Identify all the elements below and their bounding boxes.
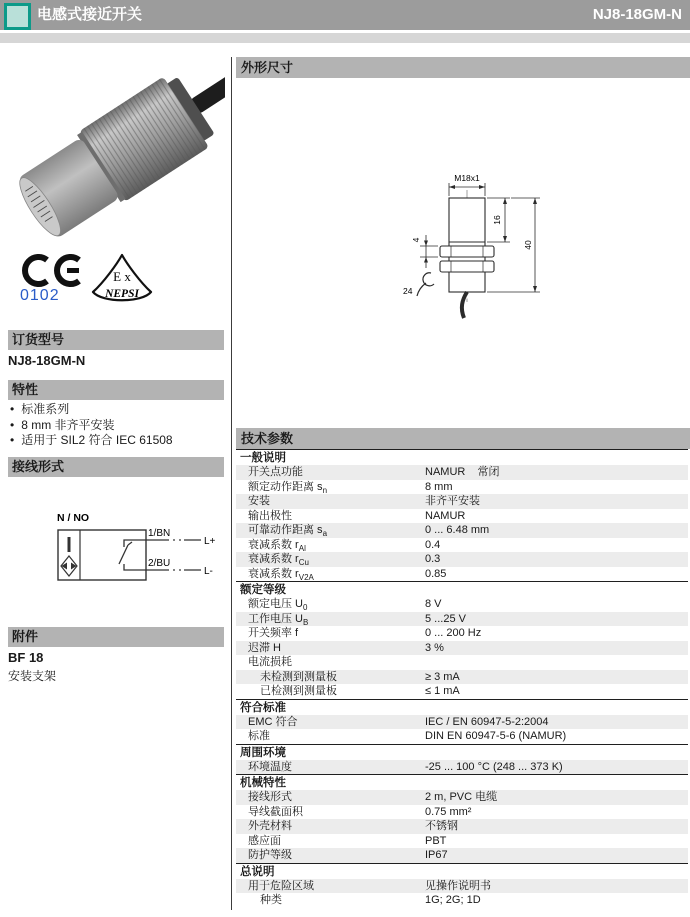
tech-row-value: PBT (425, 834, 447, 847)
tech-row (236, 465, 688, 480)
dim-4-label: 4 (411, 237, 421, 243)
drawing-cable (462, 292, 467, 318)
tech-row (236, 509, 688, 524)
tech-subsection-header: 总说明 (236, 863, 688, 879)
tech-row-label: 感应面 (248, 834, 281, 847)
tech-row-label: 环境温度 (248, 760, 292, 773)
tech-row (236, 597, 688, 612)
tech-row (236, 655, 688, 670)
tech-row-value: ≤ 1 mA (425, 685, 460, 697)
nepsi-name-text: NEPSI (105, 288, 139, 300)
tech-row-label: 开关频率 f (248, 627, 299, 639)
tech-row (236, 684, 688, 699)
wire-top-label: 1/BN (148, 528, 171, 539)
tech-row-label: 衰减系数 $r_{Al}$ (248, 538, 306, 553)
page-header-bar (0, 0, 690, 30)
tech-row (236, 523, 688, 538)
tech-row (236, 626, 688, 641)
tech-row-value: 1G; 2G; 1D (425, 894, 481, 906)
tech-row-label: 外壳材料 (248, 820, 292, 832)
tech-row-label: 额定电压 $U_0$ (248, 598, 308, 613)
accessory-model: BF 18 (8, 650, 44, 665)
tech-row-value: ≥ 3 mA (425, 670, 460, 683)
tech-row-value: 8 V (425, 598, 442, 610)
terminal-minus-label: L- (204, 566, 213, 577)
tech-row-label: 导线截面积 (248, 805, 303, 818)
tech-row-value: 0.3 (425, 553, 441, 565)
ce-mark-icon (20, 254, 86, 288)
column-divider (231, 57, 232, 910)
dim-24-label: 24 (403, 286, 413, 296)
section-header-order-code: 订货型号 (8, 330, 224, 350)
tech-row-value: 5 ...25 V (425, 612, 466, 625)
tech-row-value: 8 mm (425, 480, 453, 493)
tech-row (236, 729, 688, 744)
header-substrip (0, 33, 690, 43)
tech-row (236, 760, 688, 775)
tech-row (236, 612, 688, 627)
tech-row-label: 用于危险区域 (248, 879, 314, 892)
section-header-accessories: 附件 (8, 627, 224, 647)
dimension-drawing (393, 170, 563, 328)
tech-table (236, 449, 688, 908)
section-header-technical-data: 技术参数 (236, 428, 690, 449)
tech-row (236, 715, 688, 730)
inductive-symbol-diamond (61, 556, 77, 576)
tech-row-value: 非齐平安装 (425, 495, 480, 507)
accessory-description: 安装支架 (8, 669, 57, 683)
tech-row-value: 3 % (425, 641, 444, 654)
tech-row-label: 未检测到测量板 (260, 670, 337, 683)
tech-row-label: 标准 (248, 730, 270, 742)
tech-row (236, 834, 688, 849)
tech-row-value: -25 ... 100 °C (248 ... 373 K) (425, 760, 563, 773)
terminal-plus-label: L+ (204, 536, 216, 547)
tech-row-label: 电流损耗 (248, 656, 292, 668)
dim-40-label: 40 (523, 240, 533, 250)
tech-row-value: IEC / EN 60947-5-2:2004 (425, 715, 549, 728)
tech-row (236, 805, 688, 820)
ce-notified-body-number: 0102 (20, 287, 60, 304)
tech-row-value: 0 ... 6.48 mm (425, 524, 490, 536)
tech-row-value: NAMUR (425, 509, 466, 522)
feature-item: • 8 mm 非齐平安装 (10, 418, 224, 434)
dim-16-label: 16 (492, 215, 502, 225)
tech-row-label: 输出极性 (248, 509, 292, 522)
order-code-value: NJ8-18GM-N (8, 353, 86, 368)
tech-row-value: 0.85 (425, 567, 447, 580)
tech-row (236, 893, 688, 908)
tech-row-label: 防护等级 (248, 849, 292, 861)
product-photo (10, 62, 225, 252)
tech-row (236, 538, 688, 553)
tech-row (236, 480, 688, 495)
tech-row-label: 可靠动作距离 $s_a$ (248, 524, 328, 539)
tech-row (236, 494, 688, 509)
tech-subsection-header: 周围环境 (236, 744, 688, 760)
tech-row (236, 819, 688, 834)
features-list (10, 402, 224, 449)
tech-row-label: 衰减系数 $r_{Cu}$ (248, 553, 309, 568)
section-header-features: 特性 (8, 380, 224, 400)
tech-row (236, 879, 688, 894)
switch-contact-symbol (119, 540, 146, 570)
tech-subsection-header: 额定等级 (236, 581, 688, 597)
tech-row-label: 接线形式 (248, 791, 292, 803)
tech-row (236, 641, 688, 656)
tech-row-label: 衰减系数 $r_{V2A}$ (248, 567, 314, 582)
tech-row-value: NAMUR 常闭 (425, 466, 500, 478)
section-header-dimensions: 外形尺寸 (236, 57, 690, 78)
tech-subsection-header: 符合标准 (236, 699, 688, 715)
tech-row-label: 额定动作距离 $s_n$ (248, 480, 328, 495)
tech-row-label: 安装 (248, 495, 270, 507)
dim-thread-label: M18x1 (454, 173, 480, 183)
tech-row (236, 552, 688, 567)
wiring-type-label: N / NO (57, 512, 90, 524)
tech-row-label: 种类 (260, 894, 282, 906)
feature-item: • 适用于 SIL2 符合 IEC 61508 (10, 433, 224, 449)
brand-logo-icon (4, 3, 31, 30)
page-title: 电感式接近开关 (37, 6, 143, 23)
wiring-diagram (42, 508, 218, 608)
tech-row-value: 2 m, PVC 电缆 (425, 791, 498, 803)
tech-row-label: 工作电压 $U_B$ (248, 612, 309, 627)
tech-row (236, 790, 688, 805)
tech-row (236, 567, 688, 582)
tech-row-value: 0.75 mm² (425, 805, 472, 818)
section-header-connection: 接线形式 (8, 457, 224, 477)
nepsi-ex-icon (90, 252, 154, 310)
tech-row-value: 不锈钢 (425, 820, 458, 832)
tech-row-value: 见操作说明书 (425, 879, 491, 892)
tech-row-value: 0.4 (425, 538, 441, 551)
tech-row-value: 0 ... 200 Hz (425, 627, 482, 639)
tech-row (236, 670, 688, 685)
tech-row (236, 848, 688, 863)
feature-item: • 标准系列 (10, 402, 224, 418)
tech-row-label: 开关点功能 (248, 466, 303, 478)
tech-row-label: EMC 符合 (248, 715, 298, 728)
tech-row-value: IP67 (425, 849, 448, 861)
product-model-header: NJ8-18GM-N (592, 6, 682, 23)
nepsi-ex-text: E x (113, 269, 131, 284)
tech-row-value: DIN EN 60947-5-6 (NAMUR) (425, 730, 567, 742)
tech-subsection-header: 一般说明 (236, 449, 688, 465)
wrench-icon (417, 273, 434, 296)
tech-row-label: 已检测到测量板 (260, 685, 337, 697)
tech-subsection-header: 机械特性 (236, 774, 688, 790)
wire-bottom-label: 2/BU (148, 558, 171, 569)
tech-row-label: 迟滞 H (248, 641, 281, 654)
